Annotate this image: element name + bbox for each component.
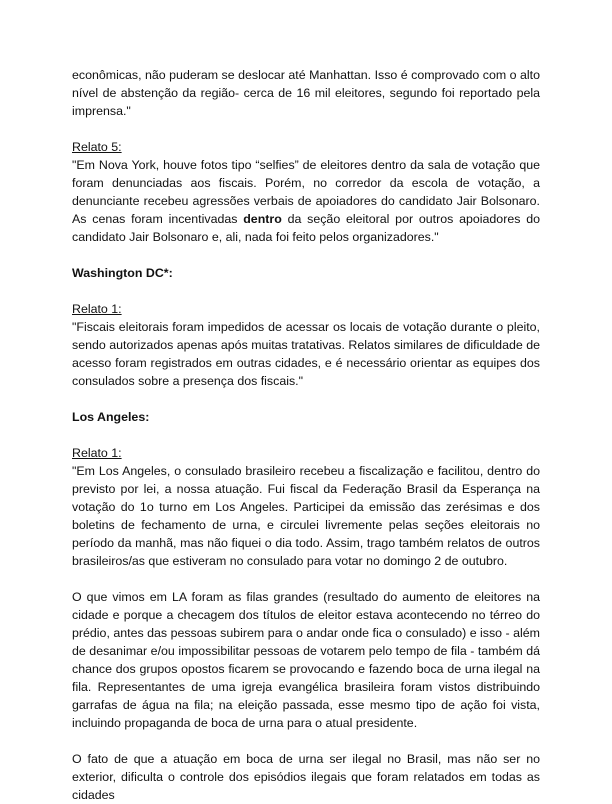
los-angeles-relato-1-label: Relato 1: [72,446,122,460]
document-page [72,66,540,804]
ny-relato-5-bold-word: dentro [243,212,282,226]
intro-paragraph: econômicas, não puderam se deslocar até Manhattan. Isso é comprovado com o alto nível de abstenção da região- cerca de 16 mil eleitores, segundo foi reportado pela imprensa." [72,68,540,118]
spacer [72,732,540,750]
los-angeles-paragraph-3: O fato de que a atuação em boca de urna ser ilegal no Brasil, mas não ser no exterior, dificulta o controle dos episódios ilegais que foram relatados em todas as cidades [72,752,540,802]
washington-relato-1-label: Relato 1: [72,302,122,316]
washington-heading: Washington DC*: [72,266,173,280]
spacer [72,120,540,138]
spacer [72,282,540,300]
spacer [72,426,540,444]
ny-relato-5-text [72,156,540,246]
los-angeles-relato-1-text: "Em Los Angeles, o consulado brasileiro recebeu a fiscalização e facilitou, dentro do previsto por lei, a nossa atuação. Fui fiscal da Federação Brasil da Esperança na votação do 1o turno em Los Angeles. Participei da emissão das zerésimas e dos boletins de fechamento de urna, e circulei livremente pelas seções eleitorais no período da manhã, mas não fiquei o dia todo. Assim, trago também relatos de outros brasileiros/as que estiveram no consulado para votar no domingo 2 de outubro. [72,464,540,568]
ny-relato-5-text-before: "Em Nova York, houve fotos tipo “selfies” de eleitores dentro da sala de votação que foram denunciadas aos fiscais. Porém, no corredor da escola de votação, a denunciante recebeu agressões verbais de apoiadores do candidato Jair Bolsonaro. As cenas foram incentivadas [72,158,540,226]
spacer [72,390,540,408]
ny-relato-5-text-after: da seção eleitoral por outros apoiadores do candidato Jair Bolsonaro e, ali, nada foi feito pelos organizadores." [72,212,540,244]
ny-relato-5-label: Relato 5: [72,140,122,154]
spacer [72,246,540,264]
washington-relato-1-text: "Fiscais eleitorais foram impedidos de acessar os locais de votação durante o pleito, sendo autorizados apenas após muitas tratativas. Relatos similares de dificuldade de acesso foram registrados em outras cidades, e é necessário orientar as equipes dos consulados sobre a presença dos fiscais." [72,320,540,388]
los-angeles-paragraph-2: O que vimos em LA foram as filas grandes (resultado do aumento de eleitores na cidade e porque a checagem dos títulos de eleitor estava acontecendo no térreo do prédio, antes das pessoas subirem para o andar onde fica o consulado) e isso - além de desanimar e/ou impossibilitar pessoas de votarem pelo tempo de fila - também dá chance dos grupos opostos ficarem se provocando e fazendo boca de urna ilegal na fila. Representantes de uma igreja evangélica brasileira foram vistos distribuindo garrafas de água na fila; na eleição passada, esse mesmo tipo de ação foi vista, incluindo propaganda de boca de urna para o atual presidente. [72,590,540,730]
spacer [72,570,540,588]
los-angeles-heading: Los Angeles: [72,410,150,424]
